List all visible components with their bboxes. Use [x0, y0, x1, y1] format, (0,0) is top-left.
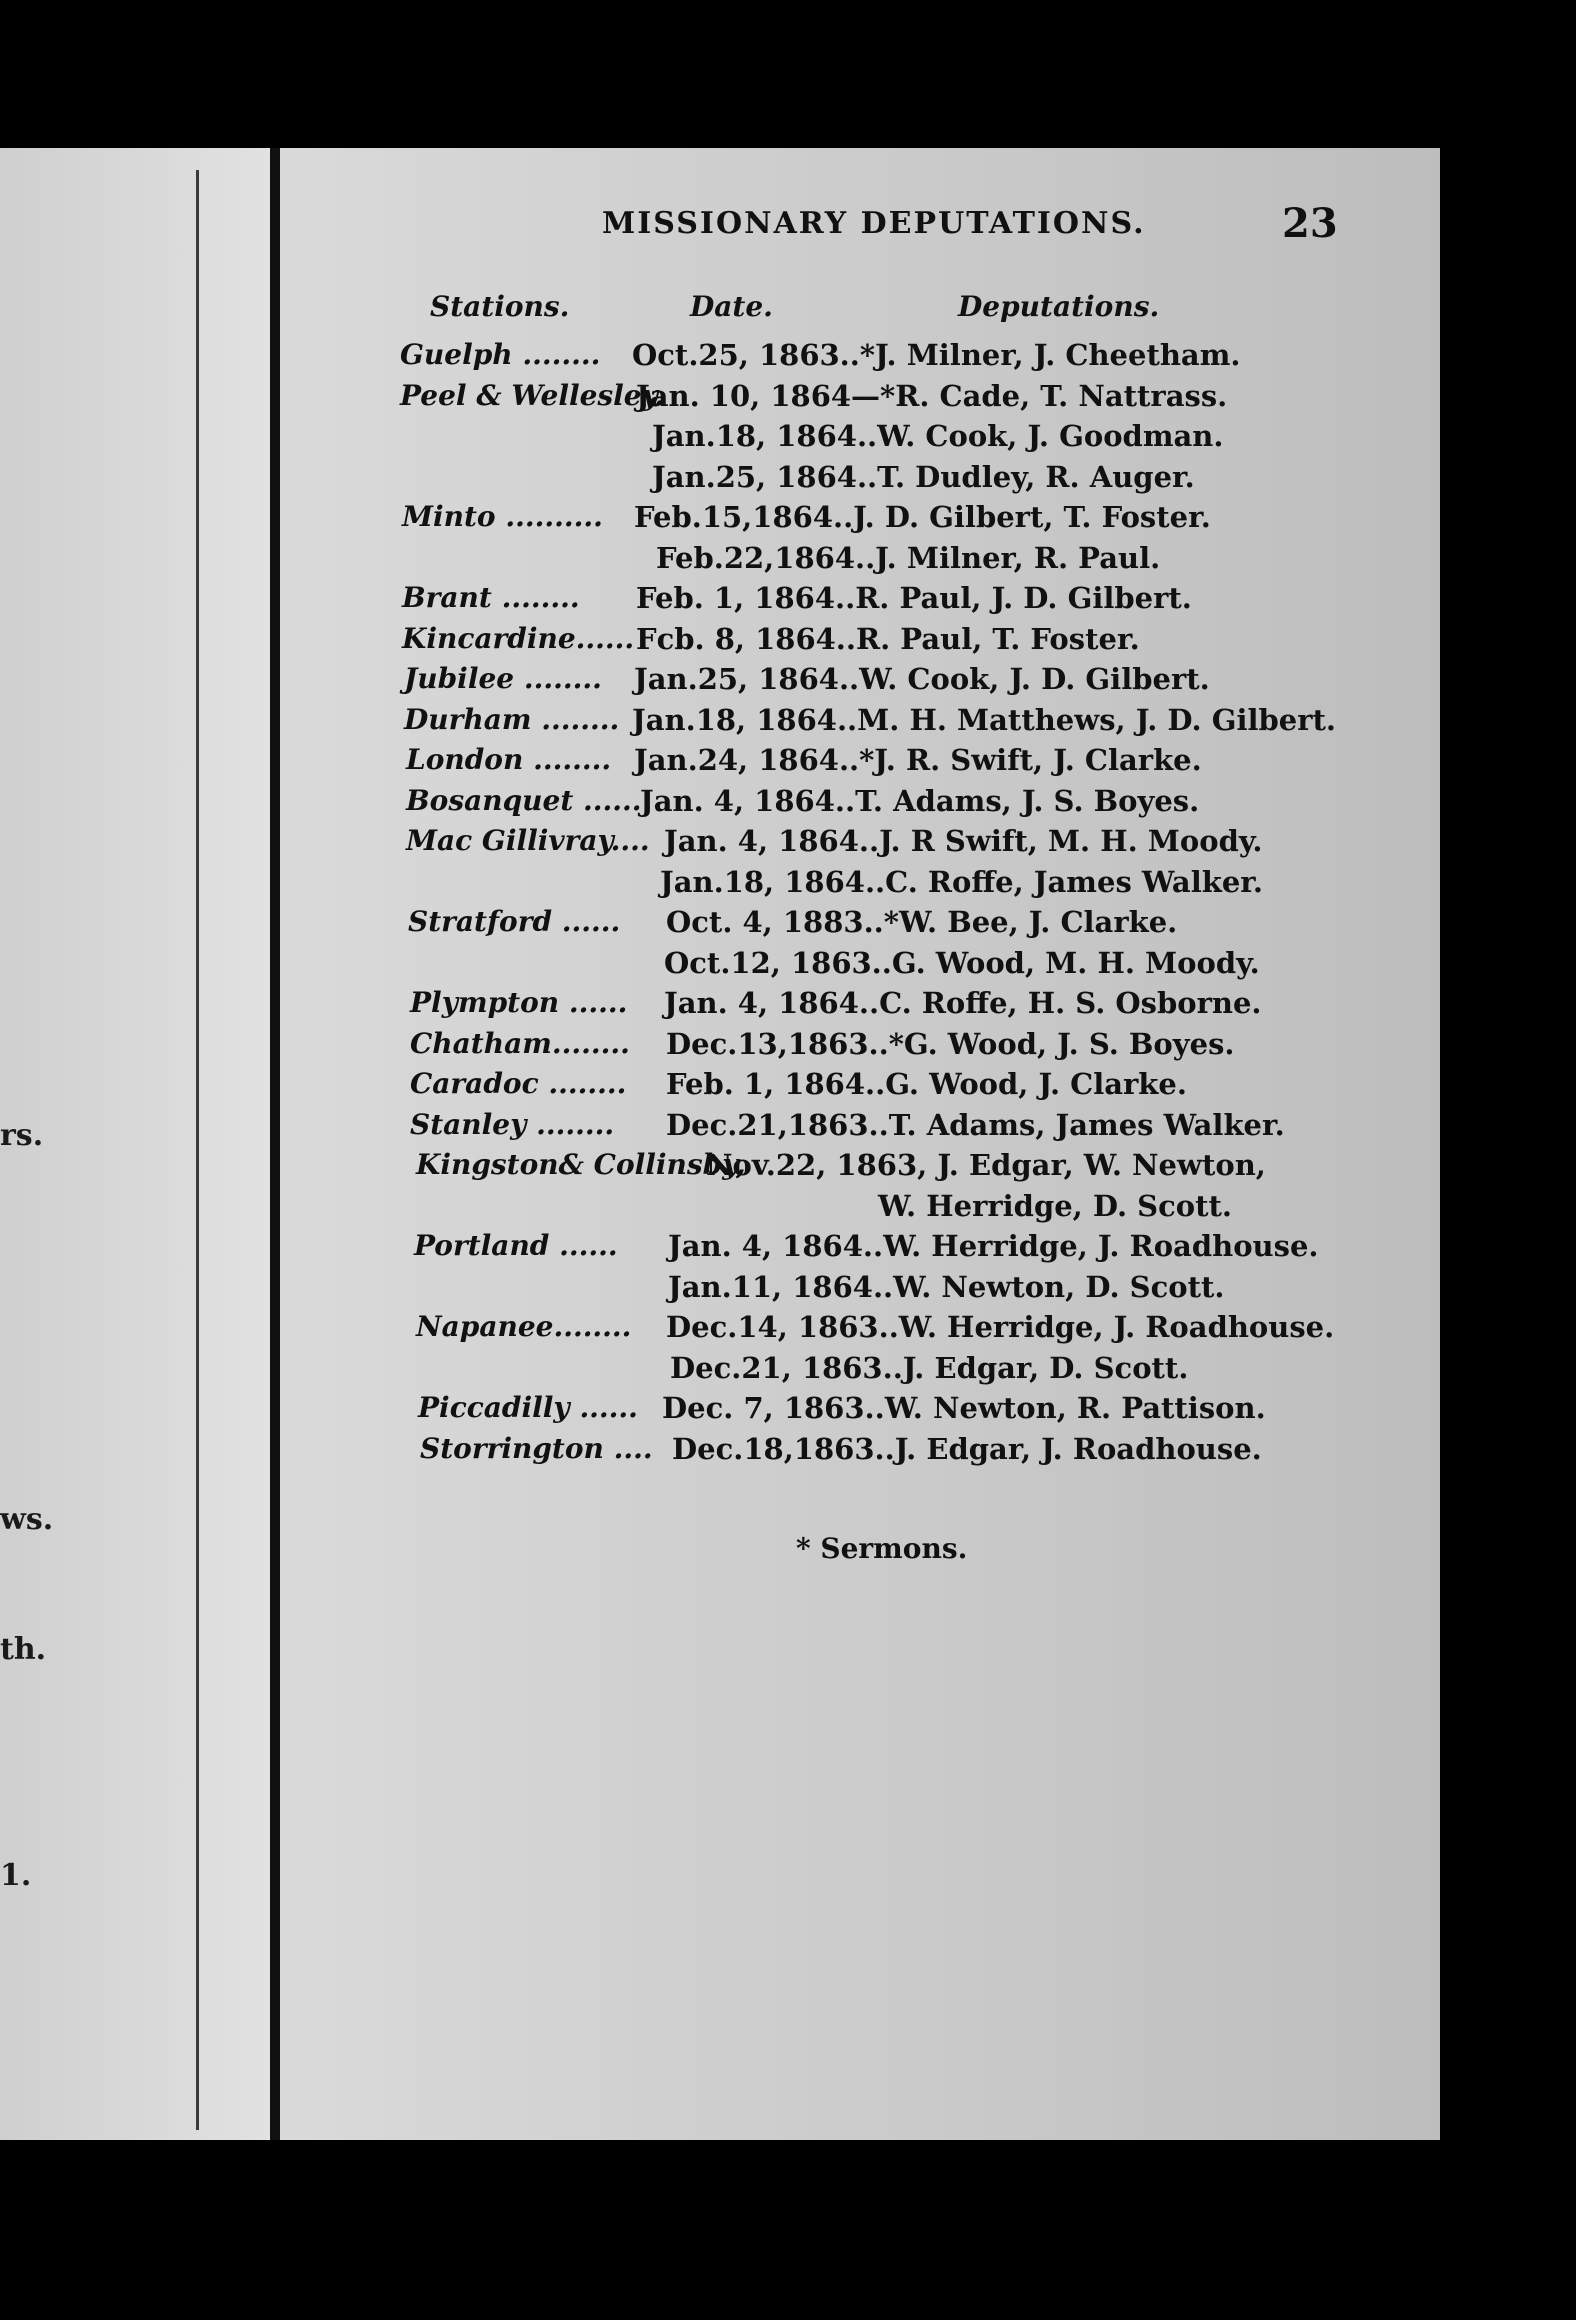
deputation-entry: Jan.18, 1864..C. Roffe, James Walker. — [660, 864, 1263, 899]
station-name: London ........ — [406, 743, 612, 776]
deputation-entry: Dec.21, 1863..J. Edgar, D. Scott. — [670, 1350, 1189, 1385]
deputation-entry: Jan.25, 1864..T. Dudley, R. Auger. — [652, 459, 1195, 494]
deputation-entry: Fcb. 8, 1864..R. Paul, T. Foster. — [636, 621, 1140, 656]
deputation-entry: Jan.11, 1864..W. Newton, D. Scott. — [668, 1269, 1225, 1304]
station-name: Storrington .... — [420, 1431, 653, 1465]
deputation-entry: Dec.21,1863..T. Adams, James Walker. — [666, 1107, 1285, 1142]
station-name: Peel & Wellesley. — [400, 378, 665, 412]
station-name: Durham ........ — [404, 702, 620, 736]
footnote: * Sermons. — [796, 1532, 968, 1565]
page-edge-line — [196, 170, 199, 2130]
deputation-entry: Jan. 4, 1864..T. Adams, J. S. Boyes. — [640, 783, 1200, 818]
deputation-entry: Jan.18, 1864..M. H. Matthews, J. D. Gilbert. — [632, 702, 1337, 737]
deputation-entry: Oct. 4, 1883..*W. Bee, J. Clarke. — [666, 905, 1178, 939]
station-name: Piccadilly ...... — [418, 1391, 638, 1424]
deputation-entry: W. Herridge, D. Scott. — [878, 1188, 1233, 1223]
previous-page-fragment: th. — [0, 1632, 47, 1667]
station-name: Stratford ...... — [408, 905, 621, 938]
station-name: Jubilee ........ — [404, 662, 602, 695]
station-name: Minto .......... — [402, 500, 603, 533]
column-header-deputations: Deputations. — [958, 290, 1160, 323]
deputation-entry: Jan. 4, 1864..J. R Swift, M. H. Moody. — [664, 824, 1263, 858]
deputation-entry: Feb. 1, 1864..R. Paul, J. D. Gilbert. — [636, 581, 1192, 615]
deputation-entry: Oct.12, 1863..G. Wood, M. H. Moody. — [664, 945, 1260, 980]
station-name: Bosanquet ...... — [406, 783, 642, 817]
deputation-entry: Feb.15,1864..J. D. Gilbert, T. Foster. — [634, 500, 1211, 534]
deputation-entry: Jan.25, 1864..W. Cook, J. D. Gilbert. — [634, 662, 1210, 696]
deputation-entry: Jan. 4, 1864..W. Herridge, J. Roadhouse. — [668, 1229, 1319, 1263]
running-header: MISSIONARY DEPUTATIONS. — [602, 206, 1146, 241]
station-name: Napanee........ — [416, 1310, 632, 1343]
deputation-entry: Dec. 7, 1863..W. Newton, R. Pattison. — [662, 1391, 1266, 1425]
deputation-entry: Nov.22, 1863, J. Edgar, W. Newton, — [706, 1148, 1266, 1182]
page-number: 23 — [1282, 200, 1338, 247]
previous-page-fragment: 1. — [0, 1858, 32, 1893]
deputation-entry: Oct.25, 1863..*J. Milner, J. Cheetham. — [632, 338, 1241, 372]
station-name: Kincardine...... — [402, 621, 635, 655]
station-name: Chatham........ — [410, 1026, 630, 1060]
deputation-entry: Dec.13,1863..*G. Wood, J. S. Boyes. — [666, 1026, 1235, 1061]
station-name: Kingston& Collinsby, — [416, 1148, 746, 1181]
deputation-entry: Dec.18,1863..J. Edgar, J. Roadhouse. — [672, 1431, 1262, 1466]
station-name: Brant ........ — [402, 581, 580, 614]
station-name: Stanley ........ — [410, 1107, 615, 1141]
previous-page-fragment: rs. — [0, 1118, 44, 1153]
station-name: Portland ...... — [414, 1229, 618, 1262]
deputation-entry: Feb.22,1864..J. Milner, R. Paul. — [656, 540, 1161, 575]
deputation-entry: Feb. 1, 1864..G. Wood, J. Clarke. — [666, 1067, 1187, 1101]
station-name: Plympton ...... — [410, 986, 628, 1019]
column-header-date: Date. — [690, 290, 773, 323]
column-header-stations: Stations. — [430, 290, 570, 323]
deputation-entry: Jan. 4, 1864..C. Roffe, H. S. Osborne. — [664, 986, 1262, 1020]
deputation-entry: Jan. 10, 1864—*R. Cade, T. Nattrass. — [636, 378, 1228, 413]
station-name: Mac Gillivray.... — [406, 824, 650, 857]
previous-page-fragment: ws. — [0, 1502, 54, 1537]
deputation-entry: Jan.24, 1864..*J. R. Swift, J. Clarke. — [634, 743, 1202, 777]
station-name: Guelph ........ — [400, 338, 601, 371]
deputation-entry: Jan.18, 1864..W. Cook, J. Goodman. — [652, 419, 1224, 453]
station-name: Caradoc ........ — [410, 1067, 627, 1100]
deputation-entry: Dec.14, 1863..W. Herridge, J. Roadhouse. — [666, 1310, 1335, 1344]
book-gutter — [270, 148, 280, 2140]
